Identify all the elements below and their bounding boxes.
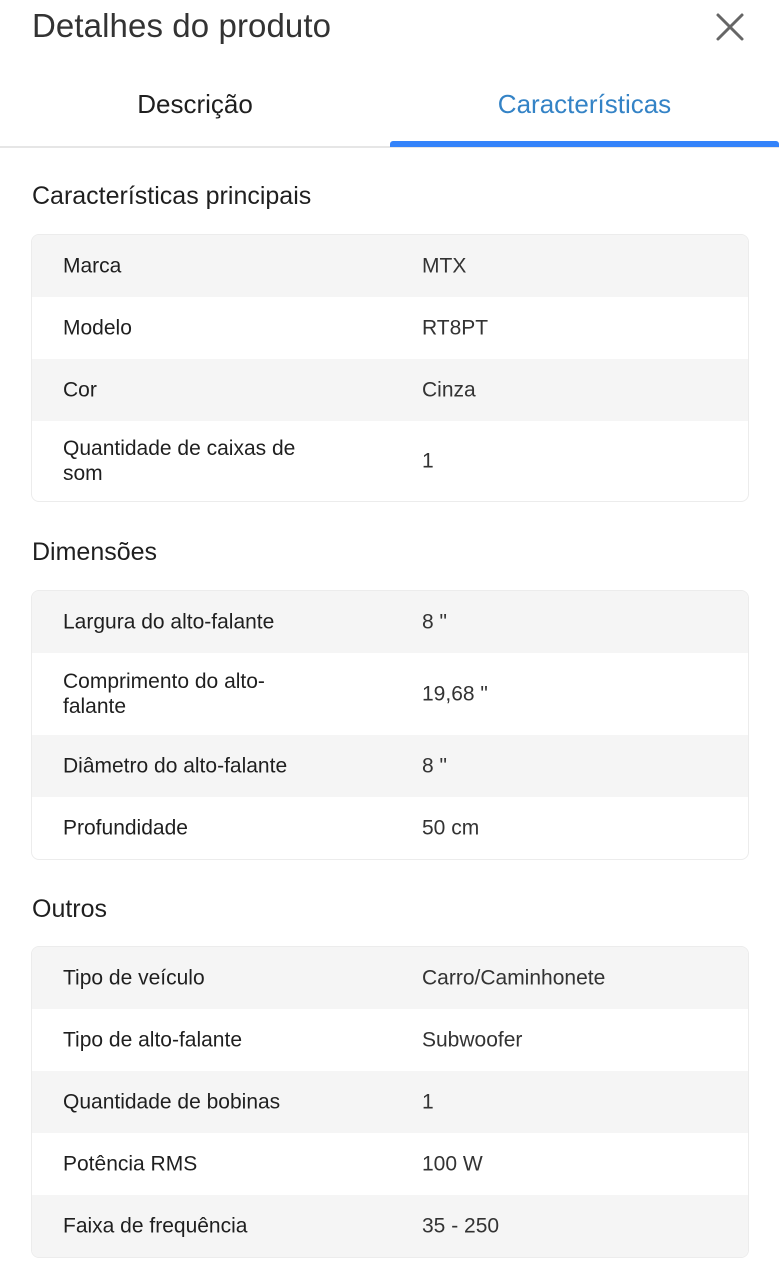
row-label: Quantidade de caixas de som (63, 437, 296, 485)
row-label: Comprimento do alto-falante (63, 670, 265, 718)
row-value: RT8PT (422, 316, 489, 340)
row-label: Marca (63, 254, 122, 278)
row-value: MTX (422, 254, 467, 278)
row-value: 35 - 250 (422, 1214, 500, 1238)
table-row (32, 1133, 748, 1195)
table-row (32, 359, 748, 421)
row-value: Cinza (422, 378, 476, 402)
table-row (32, 653, 748, 735)
table-row (32, 421, 748, 501)
table-row (32, 235, 748, 297)
row-value: 50 cm (422, 816, 480, 840)
section-title-caracteristicas-principais: Características principais (32, 182, 312, 210)
tab-descricao[interactable]: Descrição (137, 88, 253, 119)
table-row (32, 735, 748, 797)
table-row (32, 297, 748, 359)
tab-caracteristicas[interactable]: Características (497, 88, 672, 119)
header (0, 0, 779, 56)
table-row (32, 591, 748, 653)
active-tab-indicator (390, 141, 779, 147)
row-value: Carro/Caminhonete (422, 966, 606, 990)
table-row (32, 1071, 748, 1133)
table-row (32, 947, 748, 1009)
row-label: Potência RMS (63, 1152, 198, 1176)
row-value: 100 W (422, 1152, 483, 1176)
row-label: Diâmetro do alto-falante (63, 754, 288, 778)
section-title-outros: Outros (32, 895, 108, 923)
table-row (32, 1195, 748, 1257)
row-value: 19,68 " (422, 682, 488, 706)
row-label: Largura do alto-falante (63, 610, 275, 634)
section-title-dimensoes: Dimensões (32, 538, 158, 566)
row-label: Tipo de alto-falante (63, 1028, 243, 1052)
row-value: 1 (422, 449, 434, 473)
specs-table-dimensoes (31, 590, 749, 860)
row-label: Cor (63, 378, 97, 402)
row-label: Faixa de frequência (63, 1214, 248, 1238)
specs-table-principais (31, 234, 749, 502)
row-value: 1 (422, 1090, 434, 1114)
row-value: 8 " (422, 610, 447, 634)
row-value: 8 " (422, 754, 447, 778)
page-title: Detalhes do produto (32, 7, 332, 44)
specs-table-outros (31, 946, 749, 1258)
table-row (32, 1009, 748, 1071)
close-button[interactable] (712, 9, 748, 45)
tab-bar (0, 62, 779, 148)
row-label: Modelo (63, 316, 132, 340)
close-icon (712, 9, 748, 45)
row-label: Quantidade de bobinas (63, 1090, 281, 1114)
table-row (32, 797, 748, 859)
row-label: Tipo de veículo (63, 966, 205, 990)
row-label: Profundidade (63, 816, 188, 840)
row-value: Subwoofer (422, 1028, 523, 1052)
